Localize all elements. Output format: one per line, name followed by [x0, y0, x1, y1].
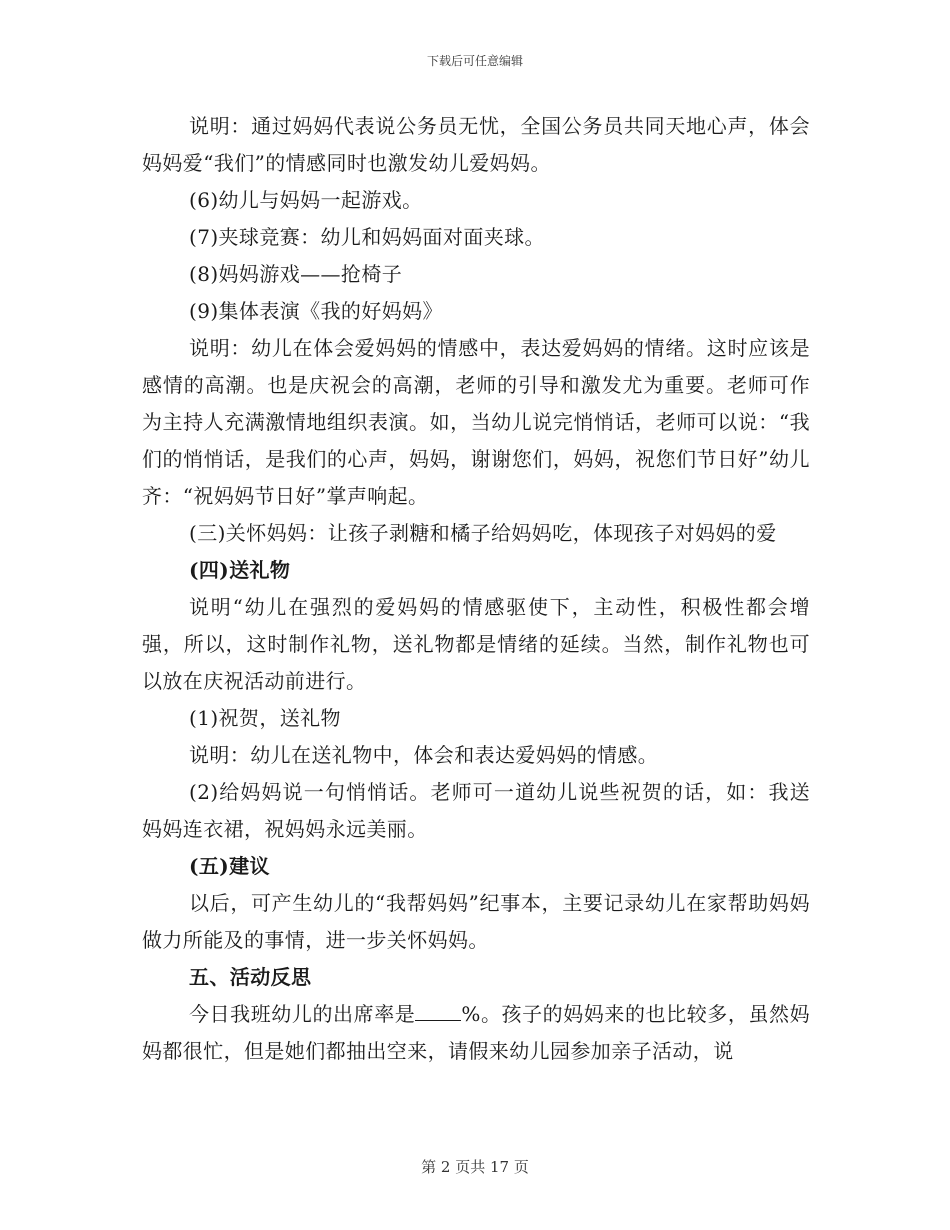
page-header: 下载后可任意编辑 — [426, 54, 523, 68]
heading-section-5: (五)建议 — [189, 854, 270, 878]
paragraph-explanation-3: 说明“幼儿在强烈的爱妈妈的情感驱使下，主动性，积极性都会增强，所以，这时制作礼物，送礼物都是情绪的延续。当然，制作礼物也可以放在庆祝活动前进行。 — [142, 595, 810, 693]
paragraph-explanation-1: 说明：通过妈妈代表说公务员无忧，全国公务员共同天地心声，体会妈妈爱“我们”的情感同时也激发幼儿爱妈妈。 — [142, 114, 810, 175]
attendance-rate-blank — [415, 1002, 461, 1021]
paragraph-section-3: (三)关怀妈妈：让孩子剥糖和橘子给妈妈吃，体现孩子对妈妈的爱 — [189, 521, 777, 545]
paragraph-item-7: (7)夹球竞赛：幼儿和妈妈面对面夹球。 — [189, 225, 545, 249]
paragraph-suggestion: 以后，可产生幼儿的“我帮妈妈”纪事本，主要记录幼儿在家帮助妈妈做力所能及的事情，进一步关怀妈妈。 — [142, 891, 810, 952]
page-footer: 第 2 页共 17 页 — [421, 1158, 529, 1176]
heading-section-4: (四)送礼物 — [189, 558, 291, 582]
paragraph-explanation-4: 说明：幼儿在送礼物中，体会和表达爱妈妈的情感。 — [189, 743, 659, 767]
reflection-text-start: 今日我班幼儿的出席率是 — [189, 1002, 416, 1026]
paragraph-explanation-2: 说明：幼儿在体会爱妈妈的情感中，表达爱妈妈的情绪。这时应该是感情的高潮。也是庆祝会的高潮，老师的引导和激发尤为重要。老师可作为主持人充满激情地组织表演。如，当幼儿说完悄悄话，老师可以说：“我们的悄悄话，是我们的心声，妈妈，谢谢您们，妈妈，祝您们节日好”幼儿齐：“祝妈妈节日好”掌声响起。 — [142, 336, 810, 508]
paragraph-item-9: (9)集体表演《我的好妈妈》 — [189, 299, 443, 323]
document-body — [142, 108, 810, 1070]
paragraph-item-2: (2)给妈妈说一句悄悄话。老师可一道幼儿说些祝贺的话，如：我送妈妈连衣裙，祝妈妈永远美丽。 — [142, 780, 810, 841]
paragraph-reflection — [142, 996, 810, 1070]
heading-activity-reflection: 五、活动反思 — [189, 965, 312, 989]
reflection-text-end: %。孩子的妈妈来的也比较多，虽然妈妈都很忙，但是她们都抽出空来，请假来幼儿园参加亲子活动，说 — [142, 1002, 810, 1063]
paragraph-item-8: (8)妈妈游戏——抢椅子 — [189, 262, 403, 286]
paragraph-item-6: (6)幼儿与妈妈一起游戏。 — [189, 188, 423, 212]
paragraph-item-1: (1)祝贺，送礼物 — [189, 706, 341, 730]
